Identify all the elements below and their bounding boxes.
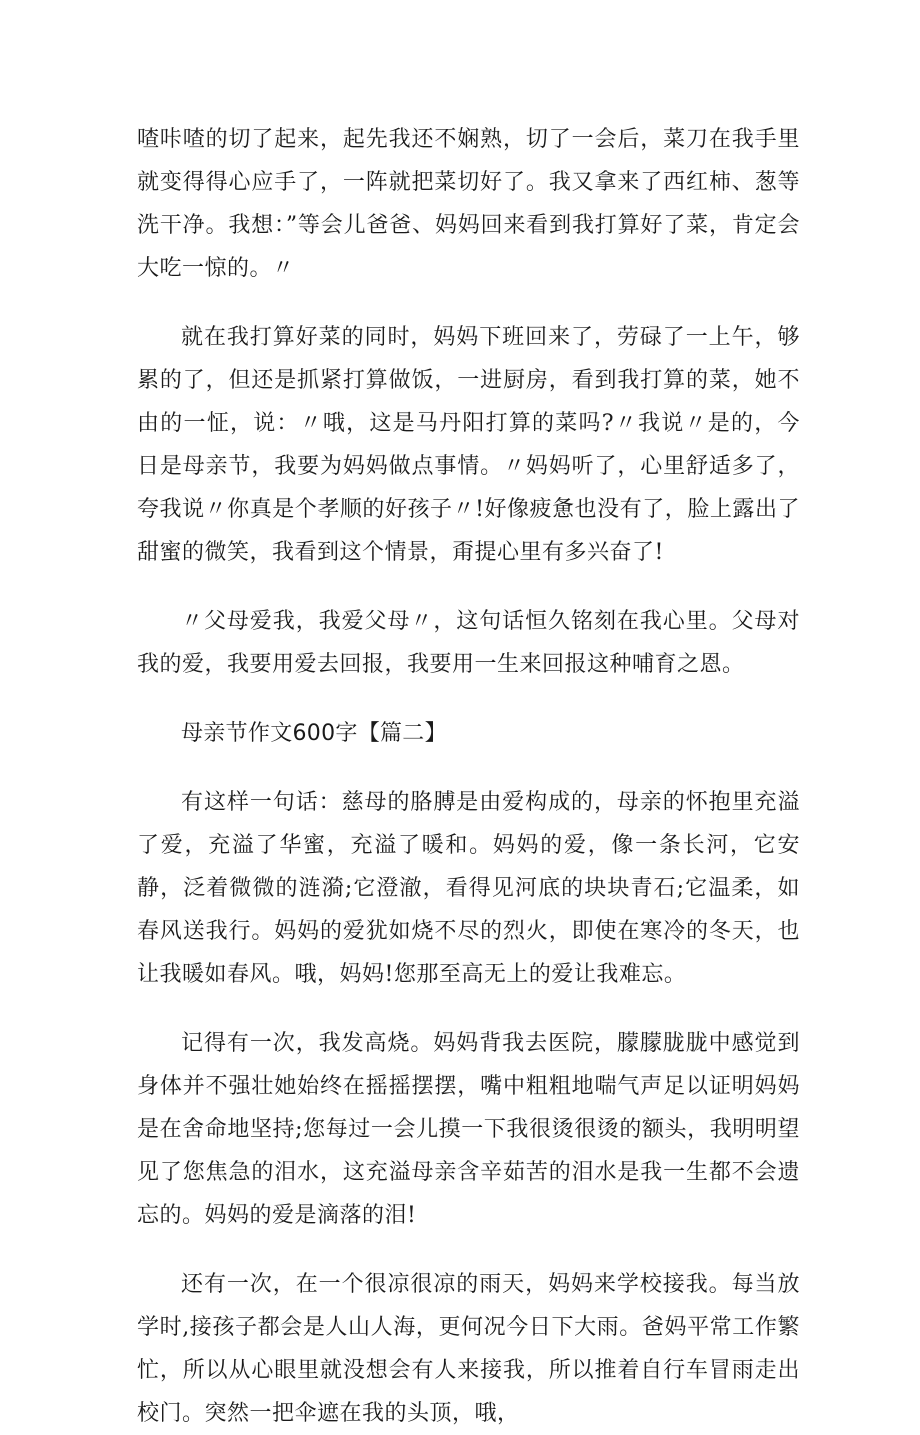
paragraph-5: 记得有一次，我发高烧。妈妈背我去医院，朦朦胧胧中感觉到身体并不强壮她始终在摇摇摆摆，嘴中粗粗地喘气声足以证明妈妈是在舍命地坚持;您每过一会儿摸一下我很烫很烫的额头，我明明望见了您焦急的泪水，这充溢母亲含辛茹苦的泪水是我一生都不会遗忘的。妈妈的爱是滴落的泪! xyxy=(137,1031,800,1228)
paragraph-6: 还有一次，在一个很凉很凉的雨天，妈妈来学校接我。每当放学时,接孩子都会是人山人海，更何况今日下大雨。爸妈平常工作繁忙，所以从心眼里就没想会有人来接我，所以推着自行车冒雨走出校门。突然一把伞遮在我的头顶，哦， xyxy=(137,1272,800,1426)
section-heading: 母亲节作文600字【篇二】 xyxy=(181,721,447,746)
paragraph-3: 〃父母爱我，我爱父母〃，这句话恒久铭刻在我心里。父母对我的爱，我要用爱去回报，我要用一生来回报这种哺育之恩。 xyxy=(137,609,800,677)
paragraph-4: 有这样一句话：慈母的胳膊是由爱构成的，母亲的怀抱里充溢了爱，充溢了华蜜，充溢了暖和。妈妈的爱，像一条长河，它安静，泛着微微的涟漪;它澄澈，看得见河底的块块青石;它温柔，如春风送我行。妈妈的爱犹如烧不尽的烈火，即使在寒冷的冬天，也让我暖如春风。哦，妈妈!您那至高无上的爱让我难忘。 xyxy=(137,790,800,987)
paragraph-2: 就在我打算好菜的同时，妈妈下班回来了，劳碌了一上午，够累的了，但还是抓紧打算做饭，一进厨房，看到我打算的菜，她不由的一怔，说：〃哦，这是马丹阳打算的菜吗?〃我说〃是的，今日是母亲节，我要为妈妈做点事情。〃妈妈听了，心里舒适多了，夸我说〃你真是个孝顺的好孩子〃!好像疲惫也没有了，脸上露出了甜蜜的微笑，我看到这个情景，甭提心里有多兴奋了! xyxy=(137,325,800,565)
paragraph-1: 喳咔喳的切了起来，起先我还不娴熟，切了一会后，菜刀在我手里就变得得心应手了，一阵就把菜切好了。我又拿来了西红柿、葱等洗干净。我想：”等会儿爸爸、妈妈回来看到我打算好了菜，肯定会大吃一惊的。〃 xyxy=(137,127,800,281)
